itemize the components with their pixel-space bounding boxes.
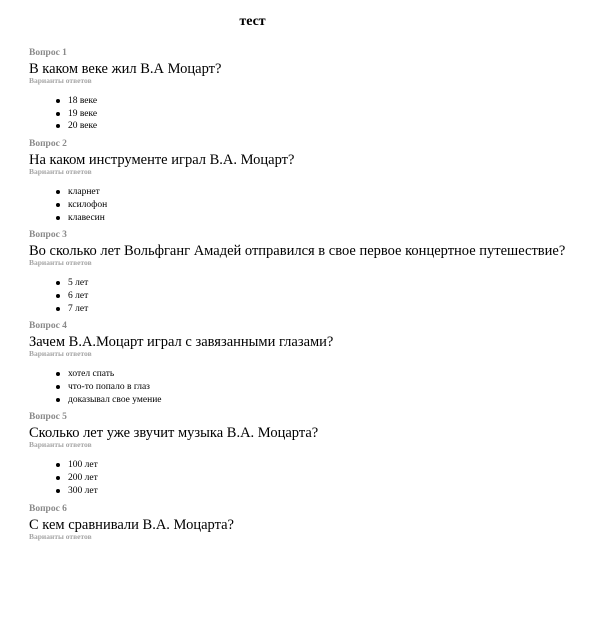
- answer-option: [56, 472, 583, 485]
- answer-text: 6 лет: [68, 290, 89, 301]
- answer-option: [56, 394, 583, 407]
- answer-list: [29, 459, 583, 497]
- question-number: Вопрос 1: [29, 48, 67, 58]
- question-3: [29, 229, 583, 315]
- answer-text: клавесин: [68, 212, 105, 223]
- question-text: С кем сравнивали В.А. Моцарта?: [29, 516, 234, 533]
- answer-option: [56, 95, 583, 108]
- answer-text: 200 лет: [68, 473, 98, 484]
- bullet-icon: [56, 203, 60, 207]
- answer-text: кларнет: [68, 187, 100, 198]
- bullet-icon: [56, 190, 60, 194]
- answer-option: [56, 199, 583, 212]
- answer-text: хотел спать: [68, 369, 115, 380]
- answer-list: [29, 186, 583, 224]
- question-text: Во сколько лет Вольфганг Амадей отправился в свое первое концертное путешествие?: [29, 243, 566, 260]
- question-text: Зачем В.А.Моцарт играл с завязанными глазами?: [29, 334, 334, 351]
- question-number: Вопрос 6: [29, 503, 67, 514]
- answer-text: 5 лет: [68, 278, 89, 289]
- answer-option: [56, 459, 583, 472]
- questions-list: [29, 47, 583, 546]
- answers-label: Варианты ответов: [29, 76, 92, 85]
- answer-text: 7 лет: [68, 303, 89, 314]
- bullet-icon: [56, 216, 60, 220]
- answers-label: Варианты ответов: [29, 531, 92, 541]
- answer-option: [56, 368, 583, 381]
- answers-label: Варианты ответов: [29, 440, 92, 450]
- answer-option: [56, 277, 583, 290]
- answer-list: [29, 95, 583, 133]
- question-1: [29, 47, 583, 133]
- answer-option: [56, 381, 583, 394]
- bullet-icon: [56, 476, 60, 480]
- question-5: [29, 411, 583, 497]
- bullet-icon: [56, 385, 60, 389]
- bullet-icon: [56, 294, 60, 298]
- answer-text: 100 лет: [68, 460, 98, 471]
- bullet-icon: [56, 112, 60, 116]
- bullet-icon: [56, 372, 60, 376]
- answer-option: [56, 108, 583, 121]
- answer-list: [29, 277, 583, 315]
- question-number: Вопрос 3: [29, 230, 67, 241]
- answer-text: 18 веке: [68, 96, 98, 106]
- answers-label: Варианты ответов: [29, 167, 92, 177]
- question-6: [29, 503, 583, 541]
- answer-option: [56, 485, 583, 498]
- answers-label: Варианты ответов: [29, 258, 92, 268]
- answer-option: [56, 212, 583, 225]
- question-2: [29, 138, 583, 224]
- question-number: Вопрос 2: [29, 139, 67, 150]
- answer-text: что-то попало в глаз: [68, 382, 150, 393]
- answers-label: Варианты ответов: [29, 349, 92, 359]
- answer-text: 20 веке: [68, 121, 98, 132]
- question-text: В каком веке жил В.А Моцарт?: [29, 61, 222, 77]
- bullet-icon: [56, 281, 60, 285]
- answer-option: [56, 120, 583, 133]
- question-text: Сколько лет уже звучит музыка В.А. Моцарта?: [29, 425, 319, 442]
- answer-text: ксилофон: [68, 199, 108, 210]
- answer-text: 300 лет: [68, 485, 98, 496]
- answer-list: [29, 368, 583, 406]
- answer-text: доказывал свое умение: [68, 394, 162, 405]
- question-4: [29, 320, 583, 406]
- answer-option: [56, 186, 583, 199]
- page-title: тест: [239, 14, 266, 29]
- bullet-icon: [56, 398, 60, 402]
- bullet-icon: [56, 99, 60, 103]
- question-number: Вопрос 4: [29, 321, 67, 332]
- answer-option: [56, 290, 583, 303]
- bullet-icon: [56, 307, 60, 311]
- answer-text: 19 веке: [68, 108, 98, 119]
- answer-option: [56, 303, 583, 316]
- bullet-icon: [56, 124, 60, 128]
- bullet-icon: [56, 489, 60, 493]
- bullet-icon: [56, 463, 60, 467]
- question-number: Вопрос 5: [29, 412, 67, 423]
- question-text: На каком инструменте играл В.А. Моцарт?: [29, 152, 295, 169]
